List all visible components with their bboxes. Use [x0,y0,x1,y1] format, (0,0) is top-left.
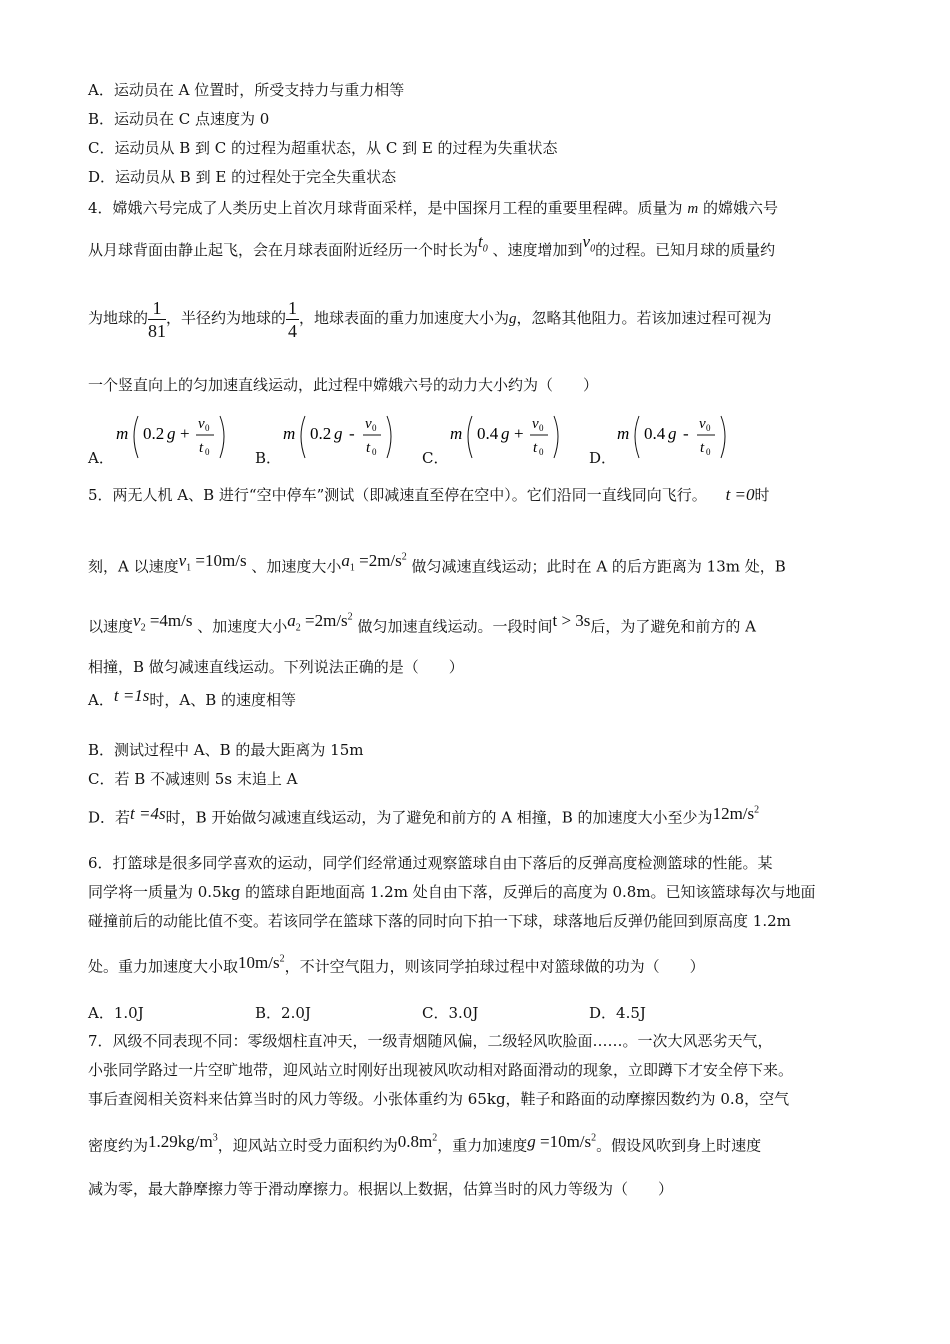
q4-text: ，忽略其他阻力。若该加速过程可视为 [516,309,772,327]
q6-line-1: 6．打篮球是很多同学喜欢的运动，同学们经常通过观察篮球自由下落后的反弹高度检测篮球的性能。某 [88,854,773,872]
q5-line-1 [88,485,770,505]
q4-option-c-formula [450,408,580,464]
q4-g-var: g [509,311,517,327]
q4-text: 从月球背面由静止起飞，会在月球表面附近经历一个时长为 [88,241,479,259]
q4-option-d-formula [617,408,747,464]
q4-text: ，地球表面的重力加速度大小为 [299,309,510,327]
q4-text: 、速度增加到 [492,241,583,259]
q4-text: 的嫦娥六号 [702,199,778,217]
q4-fraction-radius: $\frac{1}{4}$ [288,297,298,341]
svg-text:g: g [668,424,677,443]
svg-text:0.2: 0.2 [143,424,165,443]
svg-text:m: m [450,424,463,443]
q4-line-3 [88,296,772,344]
q5-text: 时 [754,486,770,504]
q6-option-a: A．1.0J [88,1004,144,1022]
q3-option-b: B．运动员在 C 点速度为 0 [88,110,270,128]
q5-option-b: B．测试过程中 A、B 的最大距离为 15m [88,741,364,759]
q4-line-2 [88,232,776,267]
svg-text:-: - [349,424,355,443]
q5-line-3 [88,610,757,644]
q5-text: 、加速度大小 [197,617,288,636]
q4-text: 4．嫦娥六号完成了人类历史上首次月球背面采样，是中国探月工程的重要里程碑。质量为 [88,199,683,217]
q7-line-5: 减为零，最大静摩擦力等于滑动摩擦力。根据以上数据，估算当时的风力等级为（ ） [88,1180,674,1198]
q7-area: $0.8m^2$ [397,1131,438,1151]
q5-text: 、加速度大小 [251,557,342,576]
q6-option-d: D．4.5J [589,1004,646,1022]
svg-text:0: 0 [372,447,377,457]
q4-v0: $v_0$ [582,232,596,255]
q7-air-density: $1.29kg/m^3$ [148,1131,218,1151]
q7-line-4: 密度约为$1.29kg/m^3$，迎风站立时受力面积约为$0.8m^2$，重力加速度$g =10m/s^2$。假设风吹到身上时速度 [88,1131,762,1155]
q5-option-d: D．若t =4s时，B 开始做匀减速直线运动，为了避免和前方的 A 相撞，B 的加速度大小至少为$12m/s^2$ [88,803,760,827]
q7-gravity: $g =10m/s^2$ [527,1131,597,1151]
svg-text:0.2: 0.2 [310,424,332,443]
q5-option-c: C．若 B 不减速则 5s 末追上 A [88,770,298,788]
q5-text: 后，为了避免和前方的 A [590,617,757,636]
q6-line-2: 同学将一质量为 0.5kg 的篮球自距地面高 1.2m 处自由下落，反弹后的高度为 0.8m。已知该篮球每次与地面 [88,883,816,901]
q5-text: 做匀减速直线运动；此时在 A 的后方距离为 13m 处，B [411,557,786,576]
svg-text:0.4: 0.4 [477,424,499,443]
svg-text:m: m [283,424,296,443]
svg-text:v: v [365,416,372,432]
q5-a2: $a_2 =2m/s^2$ [287,610,353,634]
q4-line-4: 一个竖直向上的匀加速直线运动，此过程中嫦娥六号的动力大小约为（ ） [88,376,599,394]
q5-t-condition: t > 3s [552,610,591,630]
q4-mass-var: m [687,201,699,217]
svg-text:t: t [366,440,371,456]
svg-text:m: m [617,424,630,443]
q3-option-a: A．运动员在 A 位置时，所受支持力与重力相等 [88,81,405,99]
svg-text:+: + [514,424,524,443]
svg-text:v: v [699,416,706,432]
svg-text:0: 0 [706,423,711,433]
q7-line-3: 事后查阅相关资料来估算当时的风力等级。小张体重约为 65kg，鞋子和路面的动摩擦因数约为 0.8，空气 [88,1090,790,1108]
svg-text:g: g [501,424,510,443]
svg-text:-: - [683,424,689,443]
q5-option-a-eq: t =1s [113,686,150,705]
svg-text:t: t [199,440,204,456]
q7-line-1: 7．风级不同表现不同：零级烟柱直冲天，一级青烟随风偏，二级轻风吹脸面……。一次大风恶劣天气， [88,1032,773,1050]
q6-line-3: 碰撞前后的动能比值不变。若该同学在篮球下落的同时向下拍一下球，球落地后反弹仍能回到原高度 1.2m [88,912,791,930]
q6-gravity-value: $10m/s^2$ [238,952,285,972]
q5-line-4: 相撞，B 做匀减速直线运动。下列说法正确的是（ ） [88,658,464,676]
q5-line-2 [88,550,786,584]
q4-options: A． m 0.2 g + v 0 t 0 B． m 0.2 g - v 0 t 0 C． m 0.4 g + v 0 t 0 D． m 0.4 g - v 0 t 0 [88,408,788,468]
svg-text:+: + [180,424,190,443]
q5-v2: $v_2 =4m/s$ [133,610,193,634]
svg-text:t: t [533,440,538,456]
svg-text:v: v [532,416,539,432]
svg-text:t: t [700,440,705,456]
svg-text:g: g [334,424,343,443]
q4-text: 为地球的 [88,309,149,327]
q3-option-d: D．运动员从 B 到 E 的过程处于完全失重状态 [88,168,397,186]
q4-t0: $t_0$ [478,232,488,255]
svg-text:0: 0 [539,423,544,433]
q7-line-2: 小张同学路过一片空旷地带，迎风站立时刚好出现被风吹动相对路面滑动的现象，立即蹲下才安全停下来。 [88,1061,794,1079]
svg-text:0: 0 [205,447,210,457]
q3-option-c: C．运动员从 B 到 C 的过程为超重状态，从 C 到 E 的过程为失重状态 [88,139,558,157]
svg-text:0: 0 [706,447,711,457]
q5-text: 以速度 [88,617,134,636]
q5-eq: t =0 [725,485,755,504]
q5-text: 5．两无人机 A、B 进行“空中停车”测试（即减速直至停在空中）。它们沿同一直线同向飞行。 [88,486,707,504]
svg-text:0: 0 [205,423,210,433]
svg-text:0.4: 0.4 [644,424,666,443]
q6-option-b: B．2.0J [255,1004,311,1022]
q5-a1: $a_1 =2m/s^2$ [341,550,407,574]
q5-text: 做匀加速直线运动。一段时间 [357,617,553,636]
q6-line-4: 处。重力加速度大小取$10m/s^2$，不计空气阻力，则该同学拍球过程中对篮球做的功为（ ） [88,952,705,976]
svg-text:0: 0 [539,447,544,457]
svg-text:g: g [167,424,176,443]
q6-option-c: C．3.0J [422,1004,479,1022]
q5-option-d-value: $12m/s^2$ [712,803,760,823]
svg-text:m: m [116,424,129,443]
q4-option-b-formula [283,408,413,464]
q5-option-d-eq: t =4s [130,803,166,823]
q4-text: ，半径约为地球的 [166,309,287,327]
q4-text: 的过程。已知月球的质量约 [595,241,776,259]
q5-text: 刻，A 以速度 [88,557,179,576]
svg-text:0: 0 [372,423,377,433]
q4-option-a-formula [116,408,246,464]
q5-v1: $v_1 =10m/s$ [178,550,247,574]
svg-text:v: v [198,416,205,432]
q4-line-1 [88,198,778,219]
q5-option-a: A．t =1s时，A、B 的速度相等 [88,686,297,709]
q4-fraction-mass: $\frac{1}{81}$ [148,297,167,341]
